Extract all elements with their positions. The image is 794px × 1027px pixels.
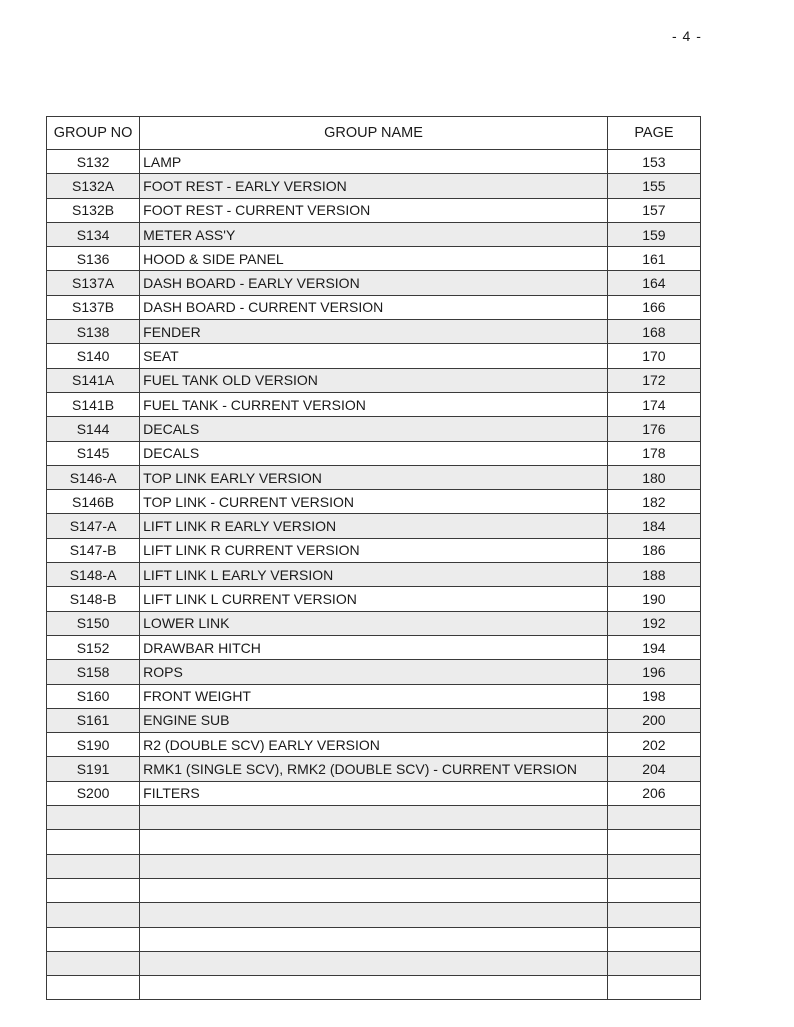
table-row — [47, 927, 701, 951]
cell-page: 161 — [607, 247, 700, 271]
cell-page: 190 — [607, 587, 700, 611]
cell-group-name — [140, 878, 608, 902]
table-row — [47, 635, 701, 659]
table-row — [47, 538, 701, 562]
cell-group-no: S148-B — [47, 587, 140, 611]
cell-group-name: FENDER — [140, 320, 608, 344]
cell-page: 200 — [607, 708, 700, 732]
cell-page: 176 — [607, 417, 700, 441]
table-row — [47, 344, 701, 368]
cell-group-no: S132A — [47, 174, 140, 198]
table-row — [47, 903, 701, 927]
cell-group-name: FRONT WEIGHT — [140, 684, 608, 708]
cell-group-no: S136 — [47, 247, 140, 271]
cell-page — [607, 854, 700, 878]
table-row — [47, 976, 701, 1000]
cell-group-no — [47, 903, 140, 927]
table-row — [47, 320, 701, 344]
cell-page: 202 — [607, 733, 700, 757]
cell-group-name: LIFT LINK R CURRENT VERSION — [140, 538, 608, 562]
cell-group-name: FOOT REST - EARLY VERSION — [140, 174, 608, 198]
cell-group-no: S150 — [47, 611, 140, 635]
cell-group-no: S141B — [47, 392, 140, 416]
cell-group-no — [47, 854, 140, 878]
table-header-row — [47, 117, 701, 150]
cell-group-name: DASH BOARD - CURRENT VERSION — [140, 295, 608, 319]
cell-group-no: S146-A — [47, 465, 140, 489]
cell-page: 198 — [607, 684, 700, 708]
table-row — [47, 708, 701, 732]
table-row — [47, 222, 701, 246]
cell-page: 182 — [607, 490, 700, 514]
cell-group-no: S137A — [47, 271, 140, 295]
cell-page — [607, 878, 700, 902]
cell-group-no: S144 — [47, 417, 140, 441]
cell-page: 188 — [607, 563, 700, 587]
cell-group-no: S146B — [47, 490, 140, 514]
cell-page: 196 — [607, 660, 700, 684]
table-row — [47, 150, 701, 174]
cell-page: 206 — [607, 781, 700, 805]
cell-page: 178 — [607, 441, 700, 465]
cell-group-no: S191 — [47, 757, 140, 781]
cell-group-no: S132 — [47, 150, 140, 174]
cell-group-name — [140, 903, 608, 927]
cell-group-no: S138 — [47, 320, 140, 344]
cell-page: 192 — [607, 611, 700, 635]
cell-page — [607, 806, 700, 830]
table-row — [47, 951, 701, 975]
cell-group-no: S147-B — [47, 538, 140, 562]
cell-group-name: LAMP — [140, 150, 608, 174]
table-body — [47, 150, 701, 1000]
cell-page: 164 — [607, 271, 700, 295]
cell-page: 186 — [607, 538, 700, 562]
cell-group-name — [140, 806, 608, 830]
header-group-no: GROUP NO — [47, 117, 140, 150]
table-row — [47, 198, 701, 222]
cell-page: 170 — [607, 344, 700, 368]
cell-group-name — [140, 854, 608, 878]
cell-group-no — [47, 927, 140, 951]
table-row — [47, 514, 701, 538]
cell-group-name: DECALS — [140, 417, 608, 441]
cell-page: 174 — [607, 392, 700, 416]
cell-group-no: S145 — [47, 441, 140, 465]
cell-page: 194 — [607, 635, 700, 659]
cell-page — [607, 976, 700, 1000]
cell-group-no: S134 — [47, 222, 140, 246]
table-row — [47, 490, 701, 514]
table-row — [47, 733, 701, 757]
cell-group-name — [140, 830, 608, 854]
cell-group-no — [47, 976, 140, 1000]
table-row — [47, 247, 701, 271]
cell-group-name: TOP LINK - CURRENT VERSION — [140, 490, 608, 514]
cell-page: 204 — [607, 757, 700, 781]
cell-group-no: S152 — [47, 635, 140, 659]
table-row — [47, 563, 701, 587]
cell-group-name — [140, 927, 608, 951]
cell-group-no: S148-A — [47, 563, 140, 587]
cell-group-name: LOWER LINK — [140, 611, 608, 635]
table-row — [47, 417, 701, 441]
cell-group-name: TOP LINK EARLY VERSION — [140, 465, 608, 489]
cell-group-name: ENGINE SUB — [140, 708, 608, 732]
cell-page: 166 — [607, 295, 700, 319]
cell-group-no — [47, 878, 140, 902]
table-row — [47, 465, 701, 489]
cell-group-name — [140, 951, 608, 975]
table-row — [47, 295, 701, 319]
cell-group-name: SEAT — [140, 344, 608, 368]
cell-page: 168 — [607, 320, 700, 344]
cell-group-no: S147-A — [47, 514, 140, 538]
cell-group-name: FUEL TANK OLD VERSION — [140, 368, 608, 392]
cell-group-name: LIFT LINK L EARLY VERSION — [140, 563, 608, 587]
cell-group-name: LIFT LINK R EARLY VERSION — [140, 514, 608, 538]
cell-group-no: S140 — [47, 344, 140, 368]
table-row — [47, 174, 701, 198]
cell-page: 184 — [607, 514, 700, 538]
cell-page — [607, 830, 700, 854]
cell-page — [607, 927, 700, 951]
table-row — [47, 271, 701, 295]
cell-page — [607, 903, 700, 927]
cell-page: 153 — [607, 150, 700, 174]
cell-group-no: S200 — [47, 781, 140, 805]
cell-group-name: DASH BOARD - EARLY VERSION — [140, 271, 608, 295]
table-row — [47, 806, 701, 830]
table-row — [47, 830, 701, 854]
cell-group-name: HOOD & SIDE PANEL — [140, 247, 608, 271]
cell-group-no: S190 — [47, 733, 140, 757]
table-row — [47, 587, 701, 611]
cell-group-no — [47, 951, 140, 975]
page-number: - 4 - — [672, 28, 702, 44]
cell-group-name: LIFT LINK L CURRENT VERSION — [140, 587, 608, 611]
cell-page: 180 — [607, 465, 700, 489]
cell-group-no: S141A — [47, 368, 140, 392]
table-row — [47, 757, 701, 781]
table-row — [47, 878, 701, 902]
table-row — [47, 611, 701, 635]
table-row — [47, 854, 701, 878]
cell-page — [607, 951, 700, 975]
cell-group-name: FOOT REST - CURRENT VERSION — [140, 198, 608, 222]
cell-page: 157 — [607, 198, 700, 222]
cell-group-no — [47, 830, 140, 854]
header-group-name: GROUP NAME — [140, 117, 608, 150]
cell-group-name — [140, 976, 608, 1000]
cell-group-no — [47, 806, 140, 830]
cell-group-name: DRAWBAR HITCH — [140, 635, 608, 659]
table-row — [47, 368, 701, 392]
cell-page: 172 — [607, 368, 700, 392]
cell-group-name: FILTERS — [140, 781, 608, 805]
table-row — [47, 441, 701, 465]
cell-group-no: S160 — [47, 684, 140, 708]
cell-group-name: FUEL TANK - CURRENT VERSION — [140, 392, 608, 416]
cell-group-name: METER ASS'Y — [140, 222, 608, 246]
table-row — [47, 660, 701, 684]
table-row — [47, 392, 701, 416]
cell-group-name: DECALS — [140, 441, 608, 465]
group-index-table — [46, 116, 701, 1000]
cell-group-no: S161 — [47, 708, 140, 732]
table-row — [47, 684, 701, 708]
cell-group-name: RMK1 (SINGLE SCV), RMK2 (DOUBLE SCV) - CURRENT VERSION — [140, 757, 608, 781]
cell-page: 159 — [607, 222, 700, 246]
cell-group-no: S132B — [47, 198, 140, 222]
table-row — [47, 781, 701, 805]
cell-page: 155 — [607, 174, 700, 198]
cell-group-no: S158 — [47, 660, 140, 684]
cell-group-name: R2 (DOUBLE SCV) EARLY VERSION — [140, 733, 608, 757]
header-page: PAGE — [607, 117, 700, 150]
cell-group-name: ROPS — [140, 660, 608, 684]
cell-group-no: S137B — [47, 295, 140, 319]
